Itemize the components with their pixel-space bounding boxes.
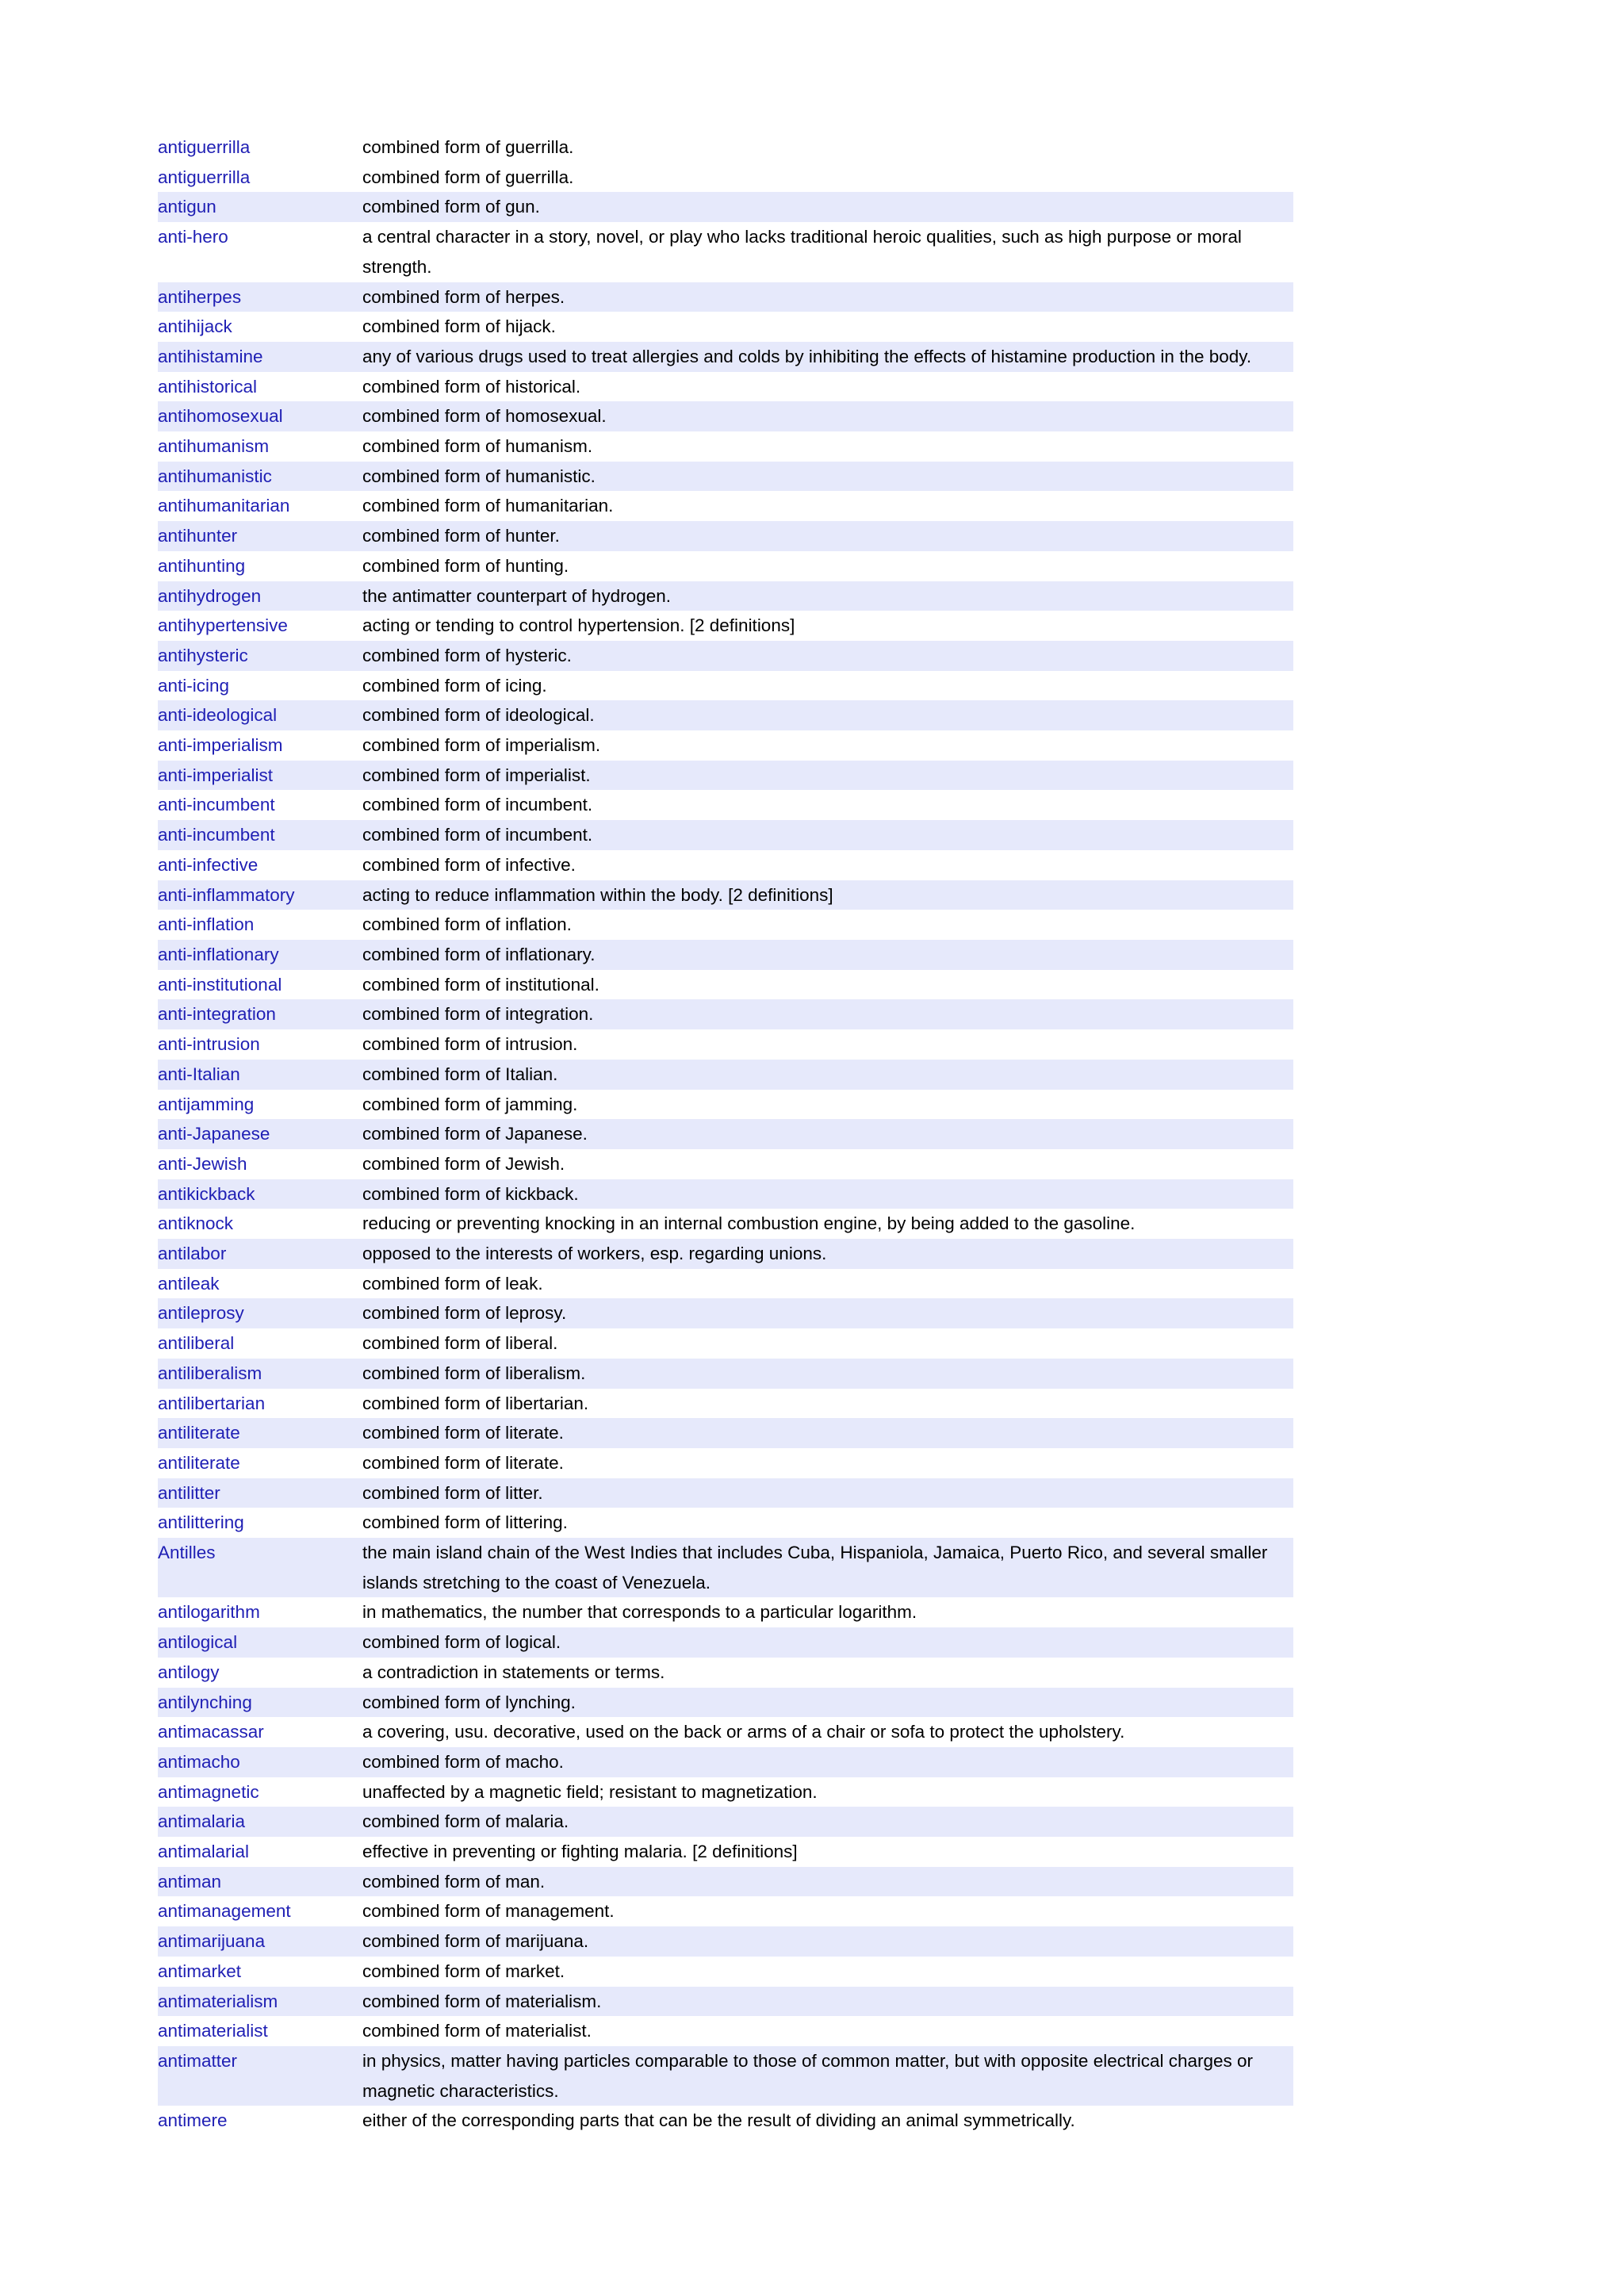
dictionary-entry (158, 1926, 1293, 1957)
entry-definition: combined form of literate. (362, 1423, 564, 1443)
dictionary-entry (158, 1478, 1293, 1508)
dictionary-entry (158, 1149, 1293, 1179)
dictionary-entry (158, 1987, 1293, 2017)
dictionary-entry (158, 1867, 1293, 1897)
dictionary-entry (158, 1896, 1293, 1926)
entry-term[interactable]: antihistorical (158, 376, 258, 397)
entry-definition: combined form of hunter. (362, 526, 560, 546)
entry-definition: combined form of homosexual. (362, 406, 607, 427)
entry-definition: any of various drugs used to treat allergies and colds by inhibiting the effects of histamine production in the body. (362, 346, 1252, 366)
entry-term[interactable]: antijamming (158, 1094, 255, 1114)
dictionary-entry (158, 1298, 1293, 1328)
entry-definition: combined form of liberalism. (362, 1363, 586, 1383)
entry-definition: combined form of herpes. (362, 286, 565, 307)
entry-term[interactable]: antiguerrilla (158, 167, 251, 187)
dictionary-entry (158, 1389, 1293, 1419)
dictionary-entry (158, 222, 1293, 282)
entry-term[interactable]: antiman (158, 1871, 222, 1892)
entry-definition: combined form of liberal. (362, 1333, 558, 1354)
dictionary-entry (158, 1658, 1293, 1688)
entry-term[interactable]: antigun (158, 197, 216, 217)
entry-definition: acting to reduce inflammation within the body. [2 definitions] (362, 884, 833, 905)
entry-term[interactable]: anti-institutional (158, 974, 282, 995)
entry-term[interactable]: antimaterialism (158, 1991, 278, 2011)
entry-term[interactable]: antihypertensive (158, 615, 288, 636)
entry-term[interactable]: antiherpes (158, 286, 242, 307)
entry-term[interactable]: antihunter (158, 526, 238, 546)
entry-term[interactable]: antilitter (158, 1482, 220, 1503)
entry-term[interactable]: antihijack (158, 316, 232, 337)
entry-definition: a central character in a story, novel, or play who lacks traditional heroic qualities, such as high purpose or moral strength. (362, 227, 1242, 277)
entry-definition: combined form of libertarian. (362, 1393, 589, 1413)
dictionary-entry (158, 1807, 1293, 1837)
entry-definition: combined form of intrusion. (362, 1034, 578, 1055)
dictionary-entry (158, 910, 1293, 940)
dictionary-entry (158, 431, 1293, 462)
entry-term[interactable]: antimagnetic (158, 1781, 259, 1802)
dictionary-entry (158, 790, 1293, 820)
entry-definition: combined form of incumbent. (362, 795, 593, 815)
dictionary-entry (158, 1090, 1293, 1120)
dictionary-entry (158, 1328, 1293, 1359)
entry-term[interactable]: antiguerrilla (158, 137, 251, 157)
entry-definition: opposed to the interests of workers, esp. regarding unions. (362, 1244, 827, 1264)
entry-definition: either of the corresponding parts that can be the result of dividing an animal symmetrically. (362, 2110, 1075, 2131)
entry-definition: combined form of leprosy. (362, 1303, 567, 1324)
entry-definition: combined form of market. (362, 1961, 565, 1981)
entry-term[interactable]: anti-Italian (158, 1064, 240, 1084)
dictionary-entry (158, 2046, 1293, 2106)
dictionary-entry (158, 700, 1293, 730)
entry-term[interactable]: antihunting (158, 555, 246, 576)
entry-definition: acting or tending to control hypertension. [2 definitions] (362, 615, 795, 636)
entry-definition: combined form of literate. (362, 1452, 564, 1473)
entry-definition: combined form of inflationary. (362, 944, 596, 964)
entry-term[interactable]: antimarijuana (158, 1931, 266, 1952)
entry-definition: combined form of humanism. (362, 436, 593, 457)
entry-term[interactable]: anti-intrusion (158, 1034, 260, 1055)
entry-definition: combined form of imperialist. (362, 765, 591, 785)
entry-definition: a contradiction in statements or terms. (362, 1662, 665, 1682)
entry-term[interactable]: antimacassar (158, 1722, 264, 1742)
entry-definition: in physics, matter having particles comparable to those of common matter, but with opposite electrical charges or magnetic characteristics. (362, 2051, 1254, 2101)
entry-term[interactable]: antilogarithm (158, 1602, 260, 1623)
entry-term[interactable]: anti-Japanese (158, 1124, 270, 1144)
entry-definition: combined form of integration. (362, 1004, 594, 1025)
entry-definition: combined form of materialist. (362, 2021, 592, 2041)
entry-definition: combined form of gun. (362, 197, 540, 217)
entry-definition: combined form of Japanese. (362, 1124, 588, 1144)
entry-definition: combined form of malaria. (362, 1811, 569, 1832)
entry-definition: combined form of littering. (362, 1512, 568, 1533)
dictionary-entry (158, 372, 1293, 402)
entry-definition: effective in preventing or fighting malaria. [2 definitions] (362, 1842, 798, 1862)
entry-term[interactable]: antiliterate (158, 1452, 240, 1473)
entry-term[interactable]: antilynching (158, 1692, 252, 1712)
dictionary-entry (158, 820, 1293, 850)
entry-definition: combined form of logical. (362, 1632, 561, 1653)
entry-term[interactable]: antimalaria (158, 1811, 246, 1832)
entry-definition: combined form of historical. (362, 376, 581, 397)
entry-definition: combined form of litter. (362, 1482, 543, 1503)
dictionary-entry (158, 1957, 1293, 1987)
entry-definition: combined form of lynching. (362, 1692, 576, 1712)
entry-definition: combined form of guerrilla. (362, 137, 574, 157)
dictionary-entry (158, 1837, 1293, 1867)
entry-definition: combined form of infective. (362, 854, 576, 875)
entry-term[interactable]: antileprosy (158, 1303, 244, 1324)
dictionary-entry (158, 1448, 1293, 1478)
dictionary-entry (158, 730, 1293, 761)
entry-definition: the main island chain of the West Indies that includes Cuba, Hispaniola, Jamaica, Puerto Rico, and several smaller islands stretching to the coast of Venezuela. (362, 1543, 1268, 1593)
entry-term[interactable]: anti-inflationary (158, 944, 279, 964)
entry-term[interactable]: Antilles (158, 1543, 216, 1563)
entry-term[interactable]: antilibertarian (158, 1393, 266, 1413)
entry-term[interactable]: antimacho (158, 1751, 240, 1772)
entry-definition: combined form of incumbent. (362, 825, 593, 845)
dictionary-entry (158, 1119, 1293, 1149)
entry-definition: the antimatter counterpart of hydrogen. (362, 585, 671, 606)
entry-definition: combined form of Jewish. (362, 1153, 565, 1174)
dictionary-entry (158, 641, 1293, 671)
dictionary-entry (158, 551, 1293, 581)
entry-definition: combined form of materialism. (362, 1991, 602, 2011)
dictionary-entry (158, 342, 1293, 372)
entry-term[interactable]: antilogical (158, 1632, 238, 1653)
entry-term[interactable]: antihomosexual (158, 406, 283, 427)
dictionary-entry (158, 970, 1293, 1000)
entry-term[interactable]: antiliterate (158, 1423, 240, 1443)
dictionary-entry (158, 521, 1293, 551)
entry-term[interactable]: antihumanism (158, 436, 270, 457)
entry-definition: combined form of Italian. (362, 1064, 558, 1084)
dictionary-entry (158, 1209, 1293, 1239)
entry-term[interactable]: antimaterialist (158, 2021, 268, 2041)
entry-definition: combined form of marijuana. (362, 1931, 589, 1952)
entry-definition: combined form of leak. (362, 1273, 543, 1294)
entry-definition: combined form of hunting. (362, 555, 569, 576)
dictionary-entry (158, 999, 1293, 1029)
dictionary-entry (158, 1717, 1293, 1747)
entry-term[interactable]: anti-incumbent (158, 795, 275, 815)
dictionary-entry (158, 1239, 1293, 1269)
entry-term[interactable]: antilogy (158, 1662, 220, 1682)
dictionary-entry (158, 581, 1293, 611)
entry-definition: combined form of man. (362, 1871, 546, 1892)
dictionary-entry (158, 1688, 1293, 1718)
entry-term[interactable]: antikickback (158, 1183, 255, 1204)
entry-definition: a covering, usu. decorative, used on the back or arms of a chair or sofa to protect the upholstery. (362, 1722, 1125, 1742)
dictionary-entry (158, 192, 1293, 222)
dictionary-entry (158, 2106, 1293, 2136)
entry-term[interactable]: anti-imperialist (158, 765, 274, 785)
entry-term[interactable]: antihumanistic (158, 466, 272, 486)
entry-term[interactable]: anti-ideological (158, 705, 278, 726)
entry-term[interactable]: antiliberalism (158, 1363, 262, 1383)
dictionary-entry (158, 1060, 1293, 1090)
entry-term[interactable]: anti-inflation (158, 914, 255, 935)
dictionary-entry (158, 1418, 1293, 1448)
dictionary-entry (158, 1179, 1293, 1209)
entry-term[interactable]: antihistamine (158, 346, 263, 366)
entry-term[interactable]: antimanagement (158, 1901, 291, 1922)
dictionary-entry (158, 282, 1293, 312)
entry-term[interactable]: antimalarial (158, 1842, 250, 1862)
dictionary-entry (158, 1627, 1293, 1658)
dictionary-entry (158, 1747, 1293, 1777)
dictionary-entry (158, 1269, 1293, 1299)
entry-term[interactable]: antihydrogen (158, 585, 262, 606)
dictionary-entry (158, 312, 1293, 342)
entry-definition: unaffected by a magnetic field; resistant to magnetization. (362, 1781, 818, 1802)
entry-definition: in mathematics, the number that corresponds to a particular logarithm. (362, 1602, 917, 1623)
dictionary-entry-list (158, 132, 1293, 2136)
entry-definition: combined form of management. (362, 1901, 615, 1922)
entry-definition: combined form of macho. (362, 1751, 564, 1772)
entry-term[interactable]: antilittering (158, 1512, 244, 1533)
dictionary-entry (158, 132, 1293, 163)
dictionary-entry (158, 1508, 1293, 1538)
entry-definition: combined form of hijack. (362, 316, 556, 337)
entry-definition: combined form of imperialism. (362, 735, 601, 756)
dictionary-entry (158, 2016, 1293, 2046)
dictionary-entry (158, 940, 1293, 970)
entry-term[interactable]: anti-infective (158, 854, 259, 875)
entry-definition: combined form of institutional. (362, 974, 599, 995)
entry-definition: combined form of guerrilla. (362, 167, 574, 187)
entry-term[interactable]: antimarket (158, 1961, 242, 1981)
entry-term[interactable]: anti-incumbent (158, 825, 275, 845)
dictionary-entry (158, 880, 1293, 910)
dictionary-entry (158, 163, 1293, 193)
entry-definition: combined form of hysteric. (362, 645, 572, 665)
dictionary-entry (158, 761, 1293, 791)
dictionary-entry (158, 1359, 1293, 1389)
entry-term[interactable]: anti-icing (158, 675, 230, 696)
dictionary-entry (158, 671, 1293, 701)
entry-definition: combined form of ideological. (362, 705, 595, 726)
entry-term[interactable]: antihysteric (158, 645, 248, 665)
entry-term[interactable]: anti-inflammatory (158, 884, 295, 905)
dictionary-entry (158, 401, 1293, 431)
entry-definition: combined form of humanistic. (362, 466, 596, 486)
entry-definition: combined form of inflation. (362, 914, 572, 935)
dictionary-entry (158, 611, 1293, 641)
dictionary-entry (158, 850, 1293, 880)
entry-term[interactable]: antimatter (158, 2051, 238, 2071)
entry-term[interactable]: antiknock (158, 1213, 234, 1234)
dictionary-entry (158, 491, 1293, 521)
entry-term[interactable]: antiliberal (158, 1333, 235, 1354)
dictionary-entry (158, 1538, 1293, 1597)
dictionary-entry (158, 462, 1293, 492)
entry-term[interactable]: anti-integration (158, 1004, 276, 1025)
entry-term[interactable]: antileak (158, 1273, 220, 1294)
entry-term[interactable]: anti-Jewish (158, 1153, 247, 1174)
entry-definition: combined form of icing. (362, 675, 547, 696)
dictionary-entry (158, 1777, 1293, 1807)
entry-term[interactable]: antilabor (158, 1244, 227, 1264)
entry-definition: combined form of kickback. (362, 1183, 579, 1204)
entry-definition: combined form of humanitarian. (362, 496, 614, 516)
dictionary-entry (158, 1597, 1293, 1627)
entry-term[interactable]: antimere (158, 2110, 228, 2131)
entry-term[interactable]: anti-imperialism (158, 735, 283, 756)
entry-term[interactable]: anti-hero (158, 227, 228, 247)
entry-definition: combined form of jamming. (362, 1094, 578, 1114)
dictionary-entry (158, 1029, 1293, 1060)
entry-definition: reducing or preventing knocking in an internal combustion engine, by being added to the gasoline. (362, 1213, 1136, 1234)
entry-term[interactable]: antihumanitarian (158, 496, 290, 516)
